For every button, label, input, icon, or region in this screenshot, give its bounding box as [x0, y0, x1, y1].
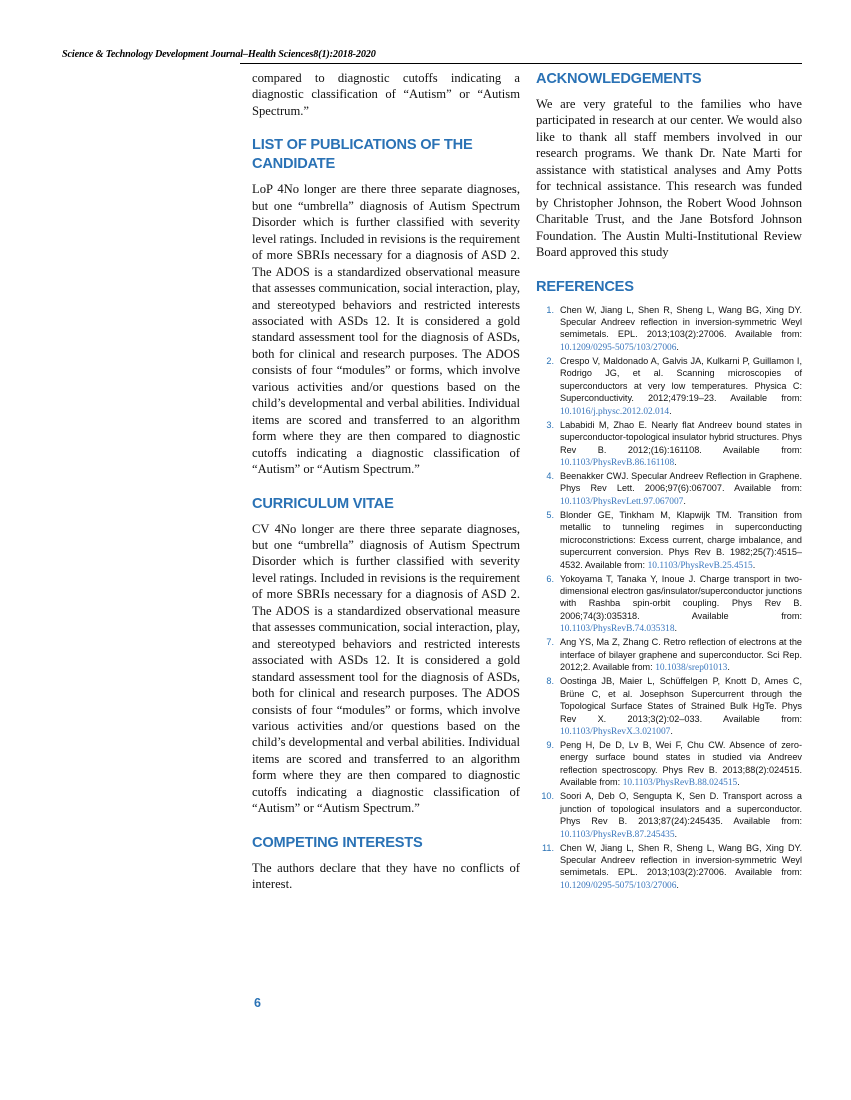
reference-number: 9. [546, 739, 554, 750]
reference-doi-link[interactable]: 10.1103/PhysRevX.3.021007 [560, 726, 671, 737]
section-heading-competing-interests: COMPETING INTERESTS [252, 834, 423, 851]
page-number: 6 [254, 996, 261, 1010]
reference-doi-link[interactable]: 10.1103/PhysRevB.25.4515 [647, 560, 753, 571]
reference-citation: Soori A, Deb O, Sengupta K, Sen D. Transport across a junction of topological insulators and a superconductor. Phys Rev B. 2013;87(24):245435. Available from: [560, 791, 802, 827]
reference-text [560, 419, 802, 470]
reference-text [560, 355, 802, 418]
reference-tail: . [670, 725, 673, 736]
reference-tail: . [669, 405, 672, 416]
reference-number: 11. [541, 842, 554, 853]
right-column [536, 70, 802, 893]
reference-number: 10. [541, 791, 554, 802]
reference-item [536, 573, 802, 636]
reference-item [536, 509, 802, 572]
reference-text [560, 636, 802, 674]
reference-item [536, 470, 802, 508]
reference-doi-link[interactable]: 10.1103/PhysRevLett.97.067007 [560, 496, 684, 507]
reference-doi-link[interactable]: 10.1103/PhysRevB.86.161108 [560, 457, 675, 468]
section-paragraph-curriculum-vitae: CV 4No longer are there three separate diagnoses, but one “umbrella” diagnosis of Autism Spectrum Disorder which is further classified with severity level ratings. Included in revisions is the requirement of more SBRIs necessary for a diagnosis of ASD 2. The ADOS is a standardized observational measure that assesses communication, social interaction, play, and stereotyped behaviors and restricted interests associated with ASDs 12. It is considered a gold standard assessment tool for the diagnosis of ASDs, both for clinical and research purposes. The ADOS consists of four “modules” or forms, which involve various activities and/or questions based on the child’s developmental and verbal abilities. Individual items are scored and transferred to an algorithm form where they are then compared to diagnostic cutoffs indicating a diagnostic classification of “Autism” or “Autism Spectrum.” [252, 521, 520, 816]
reference-doi-link[interactable]: 10.1103/PhysRevB.74.035318 [560, 624, 675, 635]
section-heading-list-of-publications: LIST OF PUBLICATIONS OF THE CANDIDATE [252, 137, 473, 173]
reference-text [560, 842, 802, 893]
reference-text [560, 573, 802, 636]
reference-tail: . [674, 623, 678, 634]
section-paragraph-acknowledgements: We are very grateful to the families who have participated in research at our center. We would also like to thank all staff members involved in our research programs. We thank Dr. Nate Marti for assistance with statistical analyses and Amy Potts for technical assistance. This research was funded by Christopher Johnson, the Robert Wood Johnson Charitable Trust, and the Jane Botsford Johnson Foundation. The Austin Multi-Institutional Review Board approved this study [536, 97, 802, 260]
reference-tail: . [674, 456, 677, 467]
header-rule [240, 63, 802, 64]
reference-item [536, 739, 802, 790]
reference-citation: Crespo V, Maldonado A, Galvis JA, Kulkarni P, Guillamon I, Rodrigo JG, et al. Scanning microscopies of superconductors at very low temperatures. Physica C: Superconductivity. 2012;479:19–23. Available from: [560, 355, 802, 404]
reference-doi-link[interactable]: 10.1209/0295-5075/103/27006 [560, 342, 677, 353]
reference-number: 6. [546, 573, 554, 584]
left-column [252, 70, 520, 893]
reference-citation: Lababidi M, Zhao E. Nearly flat Andreev bound states in superconductor-topological insulator hybrid structures. Phys Rev B. 2012;(16):161108. Available from: [560, 419, 802, 455]
section-heading-references: REFERENCES [536, 278, 634, 295]
reference-doi-link[interactable]: 10.1103/PhysRevB.88.024515 [622, 778, 738, 789]
reference-citation: Chen W, Jiang L, Shen R, Sheng L, Wang BG, Xing DY. Specular Andreev reflection in inversion-symmetric Weyl semimetals. EPL. 2013;103(2):27006. Available from: [560, 842, 802, 878]
reference-citation: Blonder GE, Tinkham M, Klapwijk TM. Transition from metallic to tunneling regimes in superconducting microconstrictions: Excess current, charge imbalance, and supercurrent conversion. Phys Rev B. 1982;25(7):4515–4532. Available from: [560, 509, 802, 570]
reference-number: 7. [546, 637, 554, 648]
reference-text [560, 739, 802, 790]
reference-number: 4. [546, 470, 554, 481]
reference-tail: . [737, 777, 740, 788]
reference-text [560, 790, 802, 841]
reference-list [536, 304, 802, 893]
section-heading-acknowledgements: ACKNOWLEDGEMENTS [536, 71, 702, 87]
continued-paragraph: compared to diagnostic cutoffs indicating a diagnostic classification of “Autism” or “Autism Spectrum.” [252, 71, 520, 118]
reference-citation: Ang YS, Ma Z, Zhang C. Retro reflection of electrons at the interface of bilayer graphene and superconductor. Sci Rep. 2012;2. Available from: [560, 637, 802, 673]
reference-tail: . [752, 559, 756, 570]
section-heading-curriculum-vitae: CURRICULUM VITAE [252, 495, 394, 512]
reference-citation: Oostinga JB, Maier L, Schüffelgen P, Knott D, Ames C, Brüne C, et al. Josephson Supercurrent through the Topological Surface States of Strained Bulk HgTe. Phys Rev X. 2013;3(2):02–033. Available from: [560, 676, 802, 724]
reference-tail: . [676, 341, 679, 352]
reference-tail: . [676, 879, 679, 890]
reference-item [536, 675, 802, 738]
running-head-text: Science & Technology Development Journal–Health Sciences8(1):2018-2020 [62, 49, 376, 60]
reference-number: 3. [546, 419, 554, 430]
reference-tail: . [727, 662, 730, 673]
reference-number: 1. [546, 304, 554, 315]
reference-doi-link[interactable]: 10.1209/0295-5075/103/27006 [560, 880, 677, 891]
reference-text [560, 304, 802, 355]
reference-item [536, 355, 802, 418]
reference-number: 8. [546, 676, 554, 687]
reference-item [536, 419, 802, 470]
reference-citation: Beenakker CWJ. Specular Andreev Reflection in Graphene. Phys Rev Lett. 2006;97(6):067007. Available from: [560, 470, 802, 494]
reference-number: 5. [546, 509, 554, 520]
reference-number: 2. [546, 355, 554, 366]
reference-doi-link[interactable]: 10.1038/srep01013 [655, 663, 728, 674]
section-paragraph-list-of-publications: LoP 4No longer are there three separate diagnoses, but one “umbrella” diagnosis of Autism Spectrum Disorder which is further classified with severity level ratings. Included in revisions is the requirement of more SBRIs necessary for a diagnosis of ASD 2. The ADOS is a standardized observational measure that assesses communication, social interaction, play, and stereotyped behaviors and restricted interests associated with ASDs 12. It is considered a gold standard assessment tool for the diagnosis of ASDs, both for clinical and research purposes. The ADOS consists of four “modules” or forms, which involve various activities and/or questions based on the child’s developmental and verbal abilities. Individual items are scored and transferred to an algorithm form where they are then compared to diagnostic cutoffs indicating a diagnostic classification of “Autism” or “Autism Spectrum.” [252, 182, 520, 477]
reference-tail: . [674, 828, 678, 839]
reference-tail: . [683, 495, 686, 506]
reference-doi-link[interactable]: 10.1016/j.physc.2012.02.014 [560, 406, 670, 417]
reference-item [536, 304, 802, 355]
reference-citation: Peng H, De D, Lv B, Wei F, Chu CW. Absence of zero-energy surface bound states in studied via Andreev reflection spectroscopy. Phys Rev B. 2013;88(2):024515. Available from: [560, 739, 802, 788]
section-paragraph-competing-interests: The authors declare that they have no conflicts of interest. [252, 860, 520, 892]
reference-item [536, 636, 802, 674]
reference-text [560, 509, 802, 572]
reference-item [536, 842, 802, 893]
reference-text [560, 470, 802, 508]
reference-item [536, 790, 802, 841]
reference-doi-link[interactable]: 10.1103/PhysRevB.87.245435 [560, 829, 675, 840]
reference-text [560, 675, 802, 738]
reference-citation: Yokoyama T, Tanaka Y, Inoue J. Charge transport in two-dimensional electron gas/insulator/superconductor junctions with Rashba spin-orbit coupling. Phys Rev B. 2006;74(3):035318. Available from: [560, 573, 802, 621]
reference-citation: Chen W, Jiang L, Shen R, Sheng L, Wang BG, Xing DY. Specular Andreev reflection in inversion-symmetric Weyl semimetals. EPL. 2013;103(2):27006. Available from: [560, 304, 802, 340]
